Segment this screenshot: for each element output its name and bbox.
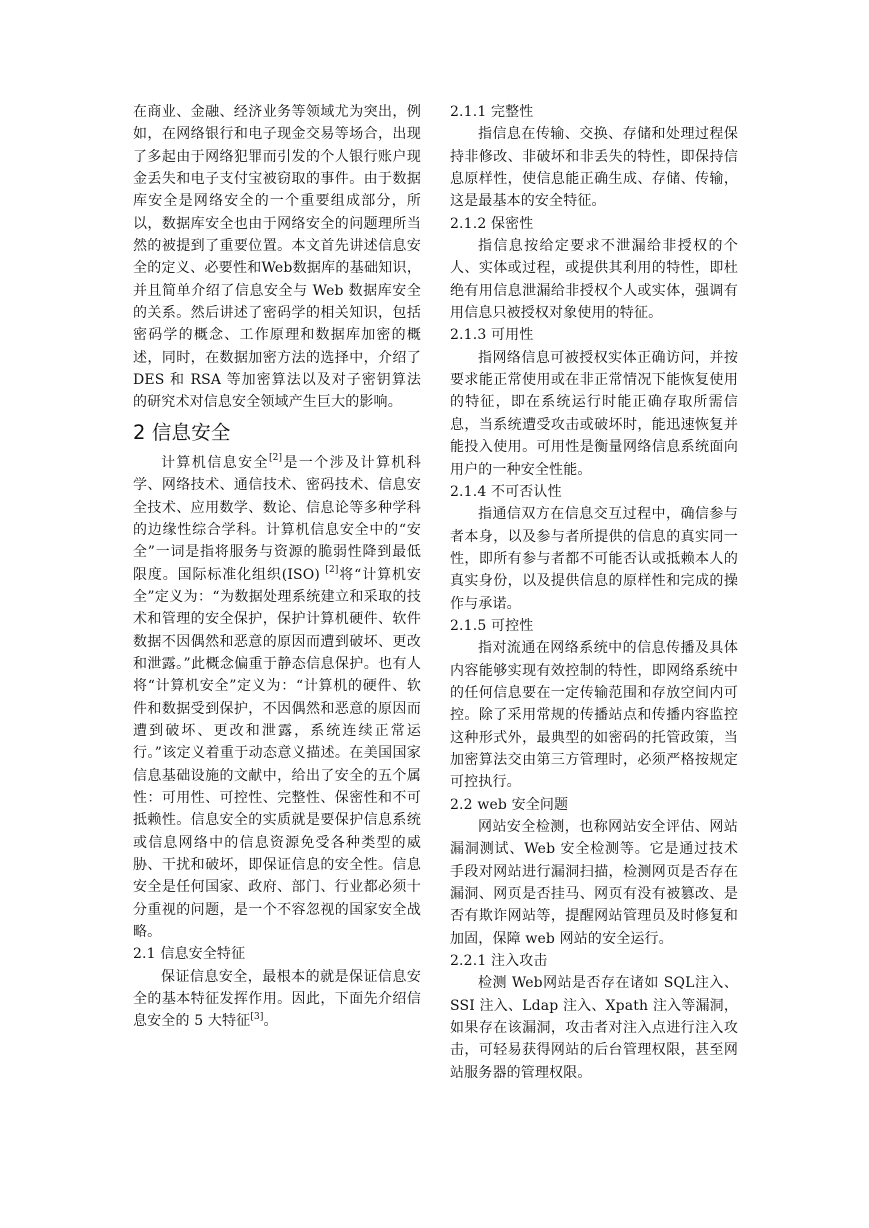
section-2-text-c: 将“计算机安全”定义为：“为数据处理系统建立和采取的技术和管理的安全保护，保护计算机硬件、软件数据不因偶然和恶意的原因而遭到破坏、更改和泄露。”此概念偏重于静态信息保护。也有人将“计算机安全”定义为：“计算机的硬件、软件和数据受到保护，不因偶然和恶意的原因而遭到破坏、更改和泄露，系统连续正常运行。”该定义着重于动态意义描述。在美国国家信息基础设施的文献中，给出了安全的五个属性：可用性、可控性、完整性、保密性和不可抵赖性。信息安全的实质就是要保护信息系统或信息网络中的信息资源免受各种类型的威胁、干扰和破坏，即保证信息的安全性。信息安全是任何国家、政府、部门、行业都必须十分重视的问题，是一个不容忽视的国家安全战略。 [133,566,421,941]
heading-2-2-1: 2.2.1 注入攻击 [450,953,548,970]
intro-paragraph: 在商业、金融、经济业务等领域尤为突出，例如，在网络银行和电子现金交易等场合，出现了多起由于网络犯罪而引发的个人银行账户现金丢失和电子支付宝被窃取的事件。由于数据库安全是网络安全的一个重要组成部分，所以，数据库安全也由于网络安全的问题理所当然的被提到了重要位置。本文首先讲述信息安全的定义、必要性和Web数据库的基础知识，并且简单介绍了信息安全与 Web 数据库安全的关系。然后讲述了密码学的相关知识，包括密码学的概念、工作原理和数据库加密的概述，同时，在数据加密方法的选择中，介绍了 DES 和 RSA 等加密算法以及对子密钥算法的研究术对信息安全领域产生巨大的影响。 [133,104,421,411]
section-2-text-b: 是一个涉及计算机科学、网络技术、通信技术、密码技术、信息安全技术、应用数学、数论、信息论等多种学科的边缘性综合学科。计算机信息安全中的“安全”一词是指将服务与资源的脆弱性降到最低限度。国际标准化组织(ISO) [133,454,421,583]
subsection-2-1-text-a: 保证信息安全，最根本的就是保证信息安全的基本特征发挥作用。因此，下面先介绍信息安全的 5 大特征 [133,968,421,1030]
paragraph-2-2: 网站安全检测，也称网站安全评估、网站漏洞测试、Web 安全检测等。它是通过技术手段对网站进行漏洞扫描，检测网页是否存在漏洞、网页是否挂马、网页有没有被篡改、是否有欺诈网站等，提醒网站管理员及时修复和加固，保障 web 网站的安全运行。 [450,819,738,947]
paragraph-2-2-1: 检测 Web网站是否存在诸如 SQL注入、SSI 注入、Ldap 注入、Xpath 注入等漏洞，如果存在该漏洞，攻击者对注入点进行注入攻击，可轻易获得网站的后台管理权限，甚至网站服务器的管理权限。 [450,975,738,1081]
heading-2-1-3: 2.1.3 可用性 [450,327,534,344]
section-2-paragraph [133,452,421,944]
heading-2-1-2: 2.1.2 保密性 [450,215,534,232]
paragraph-2-1-2: 指信息按给定要求不泄漏给非授权的个人、实体或过程，或提供其利用的特性，即杜绝有用信息泄漏给非授权个人或实体，强调有用信息只被授权对象使用的特征。 [450,238,738,322]
heading-2-1-4: 2.1.4 不可否认性 [450,483,562,500]
heading-2-1-5: 2.1.5 可控性 [450,617,534,634]
left-column [133,101,421,1033]
section-2-text-a: 计算机信息安全 [161,454,269,471]
paragraph-2-1-5: 指对流通在网络系统中的信息传播及具体内容能够实现有效控制的特性，即网络系统中的任何信息要在一定传输范围和存放空间内可控。除了采用常规的传播站点和传播内容监控这种形式外，最典型的如密码的托管政策，当加密算法交由第三方管理时，必须严格按规定可控执行。 [450,640,738,791]
paragraph-2-1-3: 指网络信息可被授权实体正确访问，并按要求能正常使用或在非正常情况下能恢复使用的特征，即在系统运行时能正确存取所需信息，当系统遭受攻击或破坏时，能迅速恢复并能投入使用。可用性是衡量网络信息系统面向用户的一种安全性能。 [450,349,738,478]
right-column [450,101,738,1084]
paragraph-2-1-1: 指信息在传输、交换、存储和处理过程保持非修改、非破坏和非丢失的特性，即保持信息原样性，使信息能正确生成、存储、传输，这是最基本的安全特征。 [450,126,738,210]
paragraph-2-1-4: 指通信双方在信息交互过程中，确信参与者本身，以及参与者所提供的信息的真实同一性，即所有参与者都不可能否认或抵赖本人的真实身份，以及提供信息的原样性和完成的操作与承诺。 [450,506,738,612]
citation-ref: [2] [268,453,283,464]
heading-2-2: 2.2 web 安全问题 [450,796,569,813]
heading-2-1-1: 2.1.1 完整性 [450,104,534,120]
citation-ref: [2] [325,564,339,575]
subsection-heading-2-1: 2.1 信息安全特征 [133,946,246,963]
subsection-2-1-text-b: 。 [263,1013,278,1030]
subsection-2-1-paragraph [133,966,421,1033]
section-heading-2: 2 信息安全 [133,420,231,444]
citation-ref: [3] [250,1011,264,1022]
